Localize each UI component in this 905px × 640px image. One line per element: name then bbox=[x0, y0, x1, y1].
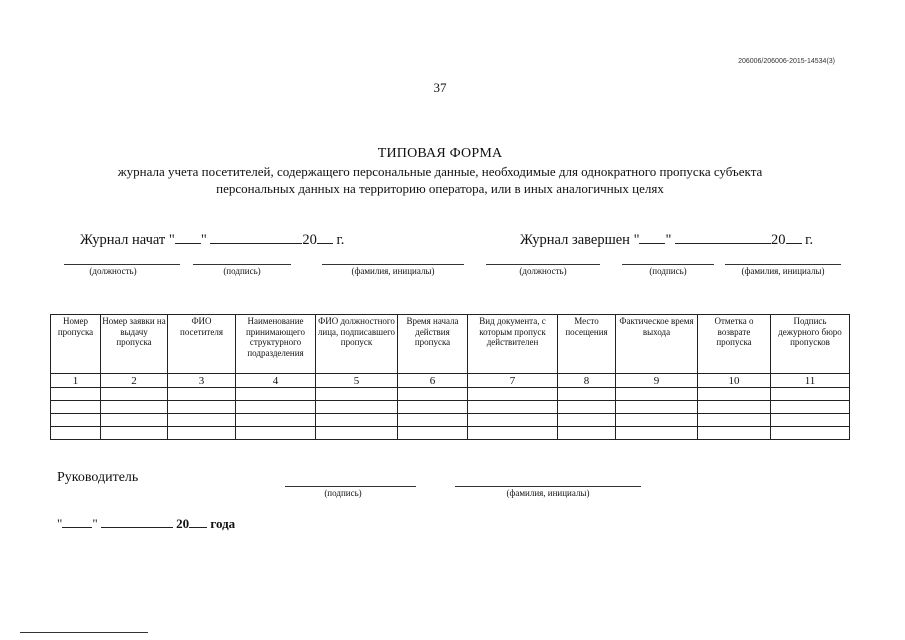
left-caption-name: (фамилия, инициалы) bbox=[351, 266, 435, 276]
table-cell[interactable] bbox=[468, 401, 558, 414]
table-cell[interactable] bbox=[698, 388, 771, 401]
left-position-line[interactable] bbox=[64, 264, 180, 265]
table-cell[interactable] bbox=[698, 427, 771, 440]
right-caption-signature: (подпись) bbox=[649, 266, 687, 276]
table-cell[interactable] bbox=[398, 388, 468, 401]
table-cell[interactable] bbox=[316, 401, 398, 414]
table-cell[interactable] bbox=[616, 427, 698, 440]
date-close-quote: " bbox=[92, 516, 98, 531]
document-id: 206006/206006-2015-14534(3) bbox=[738, 58, 835, 65]
column-number: 3 bbox=[168, 374, 236, 388]
visitor-log-table bbox=[50, 314, 850, 440]
table-row bbox=[51, 388, 850, 401]
table-cell[interactable] bbox=[236, 401, 316, 414]
column-number: 11 bbox=[771, 374, 850, 388]
table-cell[interactable] bbox=[398, 427, 468, 440]
journal-started-day-field[interactable] bbox=[175, 231, 201, 244]
table-cell[interactable] bbox=[101, 401, 168, 414]
table-cell[interactable] bbox=[616, 401, 698, 414]
header-visitor-name: ФИО посетителя bbox=[168, 315, 236, 374]
header-pass-number: Номер пропуска bbox=[51, 315, 101, 374]
table-row bbox=[51, 427, 850, 440]
table-cell[interactable] bbox=[558, 388, 616, 401]
table-cell[interactable] bbox=[616, 388, 698, 401]
manager-caption-signature: (подпись) bbox=[324, 488, 362, 498]
table-cell[interactable] bbox=[771, 427, 850, 440]
header-document-type: Вид документа, с которым пропуск действителен bbox=[468, 315, 558, 374]
left-caption-position: (должность) bbox=[89, 266, 137, 276]
column-number: 9 bbox=[616, 374, 698, 388]
header-return-mark: Отметка о возврате пропуска bbox=[698, 315, 771, 374]
right-name-line[interactable] bbox=[725, 264, 841, 265]
table-cell[interactable] bbox=[558, 414, 616, 427]
date-open-quote: " bbox=[57, 516, 63, 531]
journal-finished-day-field[interactable] bbox=[639, 231, 665, 244]
header-request-number: Номер заявки на выдачу пропуска bbox=[101, 315, 168, 374]
date-month-field[interactable] bbox=[101, 515, 173, 528]
table-cell[interactable] bbox=[616, 414, 698, 427]
table-cell[interactable] bbox=[316, 414, 398, 427]
table-cell[interactable] bbox=[558, 427, 616, 440]
table-cell[interactable] bbox=[101, 427, 168, 440]
manager-caption-name: (фамилия, инициалы) bbox=[506, 488, 590, 498]
right-caption-name: (фамилия, инициалы) bbox=[741, 266, 825, 276]
left-name-line[interactable] bbox=[322, 264, 464, 265]
table-cell[interactable] bbox=[771, 388, 850, 401]
manager-signature-line[interactable] bbox=[285, 486, 416, 487]
table-cell[interactable] bbox=[51, 427, 101, 440]
journal-started-year-suffix: г. bbox=[332, 232, 345, 248]
right-position-line[interactable] bbox=[486, 264, 600, 265]
table-cell[interactable] bbox=[698, 401, 771, 414]
journal-started-prefix: Журнал начат " bbox=[80, 232, 175, 248]
column-number: 6 bbox=[398, 374, 468, 388]
column-number: 2 bbox=[101, 374, 168, 388]
date-year-field[interactable] bbox=[189, 515, 207, 528]
journal-started-quote: " bbox=[200, 232, 207, 248]
left-signature-line[interactable] bbox=[193, 264, 291, 265]
table-cell[interactable] bbox=[51, 388, 101, 401]
table-cell[interactable] bbox=[468, 414, 558, 427]
date-day-field[interactable] bbox=[62, 515, 92, 528]
table-cell[interactable] bbox=[236, 427, 316, 440]
footnote-divider bbox=[20, 632, 148, 633]
header-receiving-unit: Наименование принимающего структурного подразделения bbox=[236, 315, 316, 374]
table-header-row bbox=[51, 315, 850, 374]
table-cell[interactable] bbox=[51, 414, 101, 427]
table-cell[interactable] bbox=[698, 414, 771, 427]
date-year-prefix: 20 bbox=[176, 516, 190, 531]
journal-finished-quote: " bbox=[665, 232, 672, 248]
form-subtitle-line2: персональных данных на территорию оператора, или в иных аналогичных целях bbox=[216, 181, 664, 196]
column-number: 4 bbox=[236, 374, 316, 388]
signature-date-line bbox=[57, 515, 235, 532]
table-number-row bbox=[51, 374, 850, 388]
journal-finished-prefix: Журнал завершен " bbox=[520, 232, 640, 248]
column-number: 7 bbox=[468, 374, 558, 388]
date-year-suffix: года bbox=[207, 516, 236, 531]
left-caption-signature: (подпись) bbox=[223, 266, 261, 276]
table-cell[interactable] bbox=[771, 401, 850, 414]
header-duty-signature: Подпись дежурного бюро пропусков bbox=[771, 315, 850, 374]
manager-label: Руководитель bbox=[57, 470, 139, 485]
header-exit-time: Фактическое время выхода bbox=[616, 315, 698, 374]
column-number: 1 bbox=[51, 374, 101, 388]
column-number: 8 bbox=[558, 374, 616, 388]
table-cell[interactable] bbox=[398, 414, 468, 427]
journal-finished-year-prefix: 20 bbox=[771, 232, 786, 248]
table-cell[interactable] bbox=[101, 414, 168, 427]
right-caption-position: (должность) bbox=[519, 266, 567, 276]
right-signature-line[interactable] bbox=[622, 264, 714, 265]
journal-finished-line bbox=[520, 231, 813, 249]
journal-finished-month-field[interactable] bbox=[675, 231, 771, 244]
table-cell[interactable] bbox=[168, 414, 236, 427]
table-cell[interactable] bbox=[468, 388, 558, 401]
table-cell[interactable] bbox=[168, 401, 236, 414]
table-cell[interactable] bbox=[771, 414, 850, 427]
journal-started-year-prefix: 20 bbox=[302, 232, 317, 248]
table-cell[interactable] bbox=[236, 414, 316, 427]
column-number: 5 bbox=[316, 374, 398, 388]
table-row bbox=[51, 414, 850, 427]
table-cell[interactable] bbox=[51, 401, 101, 414]
form-subtitle-line1: журнала учета посетителей, содержащего персональные данные, необходимые для однократного пропуска субъекта bbox=[117, 164, 763, 179]
page-number: 37 bbox=[433, 80, 447, 95]
header-official-name: ФИО должностного лица, подписавшего пропуск bbox=[316, 315, 398, 374]
table-cell[interactable] bbox=[398, 401, 468, 414]
table-row bbox=[51, 401, 850, 414]
table-cell[interactable] bbox=[168, 427, 236, 440]
header-visit-place: Место посещения bbox=[558, 315, 616, 374]
column-number: 10 bbox=[698, 374, 771, 388]
form-title: ТИПОВАЯ ФОРМА bbox=[377, 146, 503, 161]
table-cell[interactable] bbox=[468, 427, 558, 440]
journal-started-month-field[interactable] bbox=[210, 231, 302, 244]
header-start-time: Время начала действия пропуска bbox=[398, 315, 468, 374]
journal-finished-year-field[interactable] bbox=[786, 231, 802, 244]
table-cell[interactable] bbox=[236, 388, 316, 401]
table-cell[interactable] bbox=[316, 388, 398, 401]
manager-name-line[interactable] bbox=[455, 486, 641, 487]
journal-finished-year-suffix: г. bbox=[801, 232, 814, 248]
journal-started-line bbox=[80, 231, 344, 249]
table-cell[interactable] bbox=[101, 388, 168, 401]
table-cell[interactable] bbox=[316, 427, 398, 440]
journal-started-year-field[interactable] bbox=[317, 231, 333, 244]
table-cell[interactable] bbox=[558, 401, 616, 414]
table-cell[interactable] bbox=[168, 388, 236, 401]
